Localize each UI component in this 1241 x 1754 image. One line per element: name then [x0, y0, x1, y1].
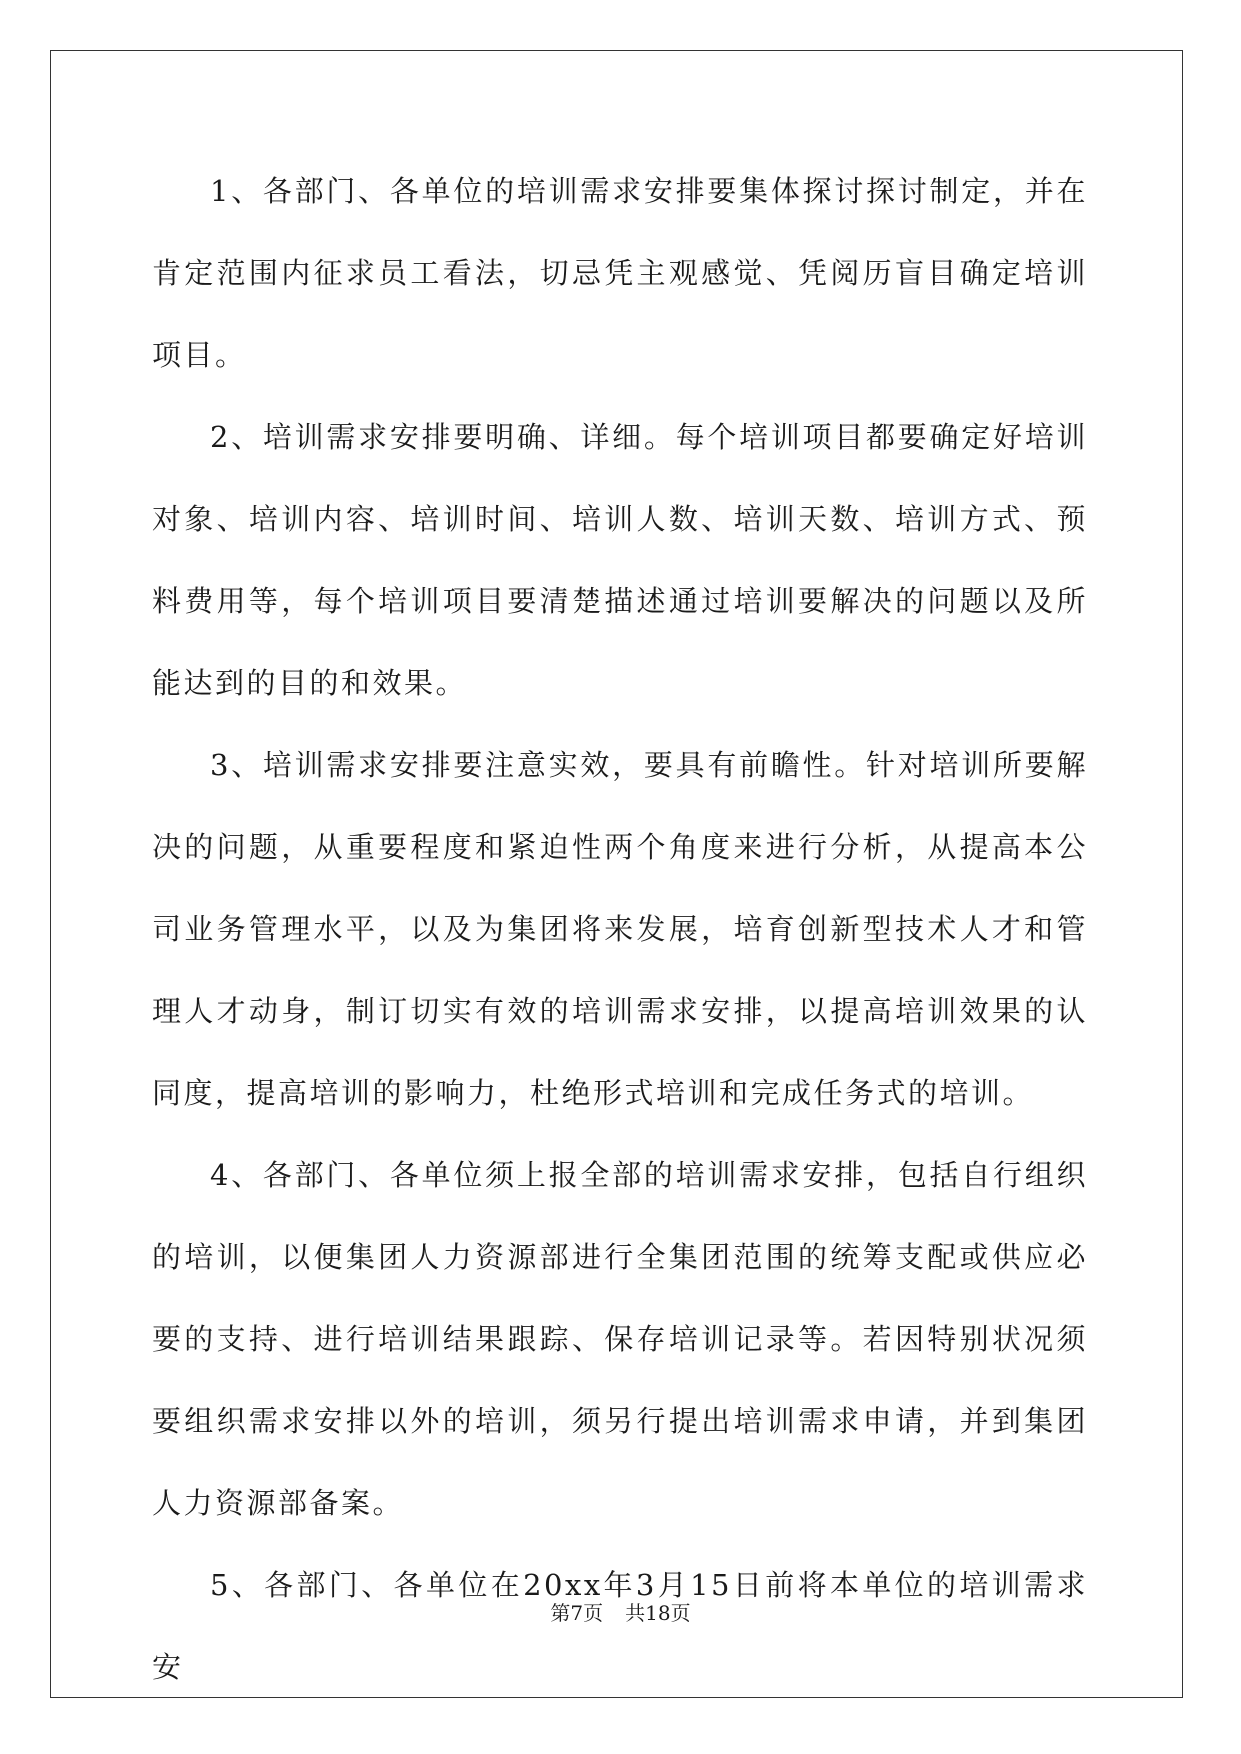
page-footer — [0, 1597, 1241, 1626]
document-body — [152, 150, 1088, 1708]
paragraph-3: 3、培训需求安排要注意实效，要具有前瞻性。针对培训所要解决的问题，从重要程度和紧迫性两个角度来进行分析，从提高本公司业务管理水平，以及为集团将来发展，培育创新型技术人才和管理人才动身，制订切实有效的培训需求安排，以提高培训效果的认同度，提高培训的影响力，杜绝形式培训和完成任务式的培训。 — [152, 748, 1088, 1110]
paragraph-1: 1、各部门、各单位的培训需求安排要集体探讨探讨制定，并在肯定范围内征求员工看法，切忌凭主观感觉、凭阅历盲目确定培训项目。 — [152, 174, 1088, 372]
paragraph-2: 2、培训需求安排要明确、详细。每个培训项目都要确定好培训对象、培训内容、培训时间、培训人数、培训天数、培训方式、预料费用等，每个培训项目要清楚描述通过培训要解决的问题以及所能达到的目的和效果。 — [152, 420, 1088, 700]
paragraph-4: 4、各部门、各单位须上报全部的培训需求安排，包括自行组织的培训，以便集团人力资源部进行全集团范围的统筹支配或供应必要的支持、进行培训结果跟踪、保存培训记录等。若因特别状况须要组织需求安排以外的培训，须另行提出培训需求申请，并到集团人力资源部备案。 — [152, 1158, 1088, 1520]
page-number: 第7页 — [550, 1601, 604, 1625]
page-total: 共18页 — [625, 1601, 691, 1625]
paragraph-5: 5、各部门、各单位在20xx年3月15日前将本单位的培训需求安 — [152, 1568, 1088, 1684]
